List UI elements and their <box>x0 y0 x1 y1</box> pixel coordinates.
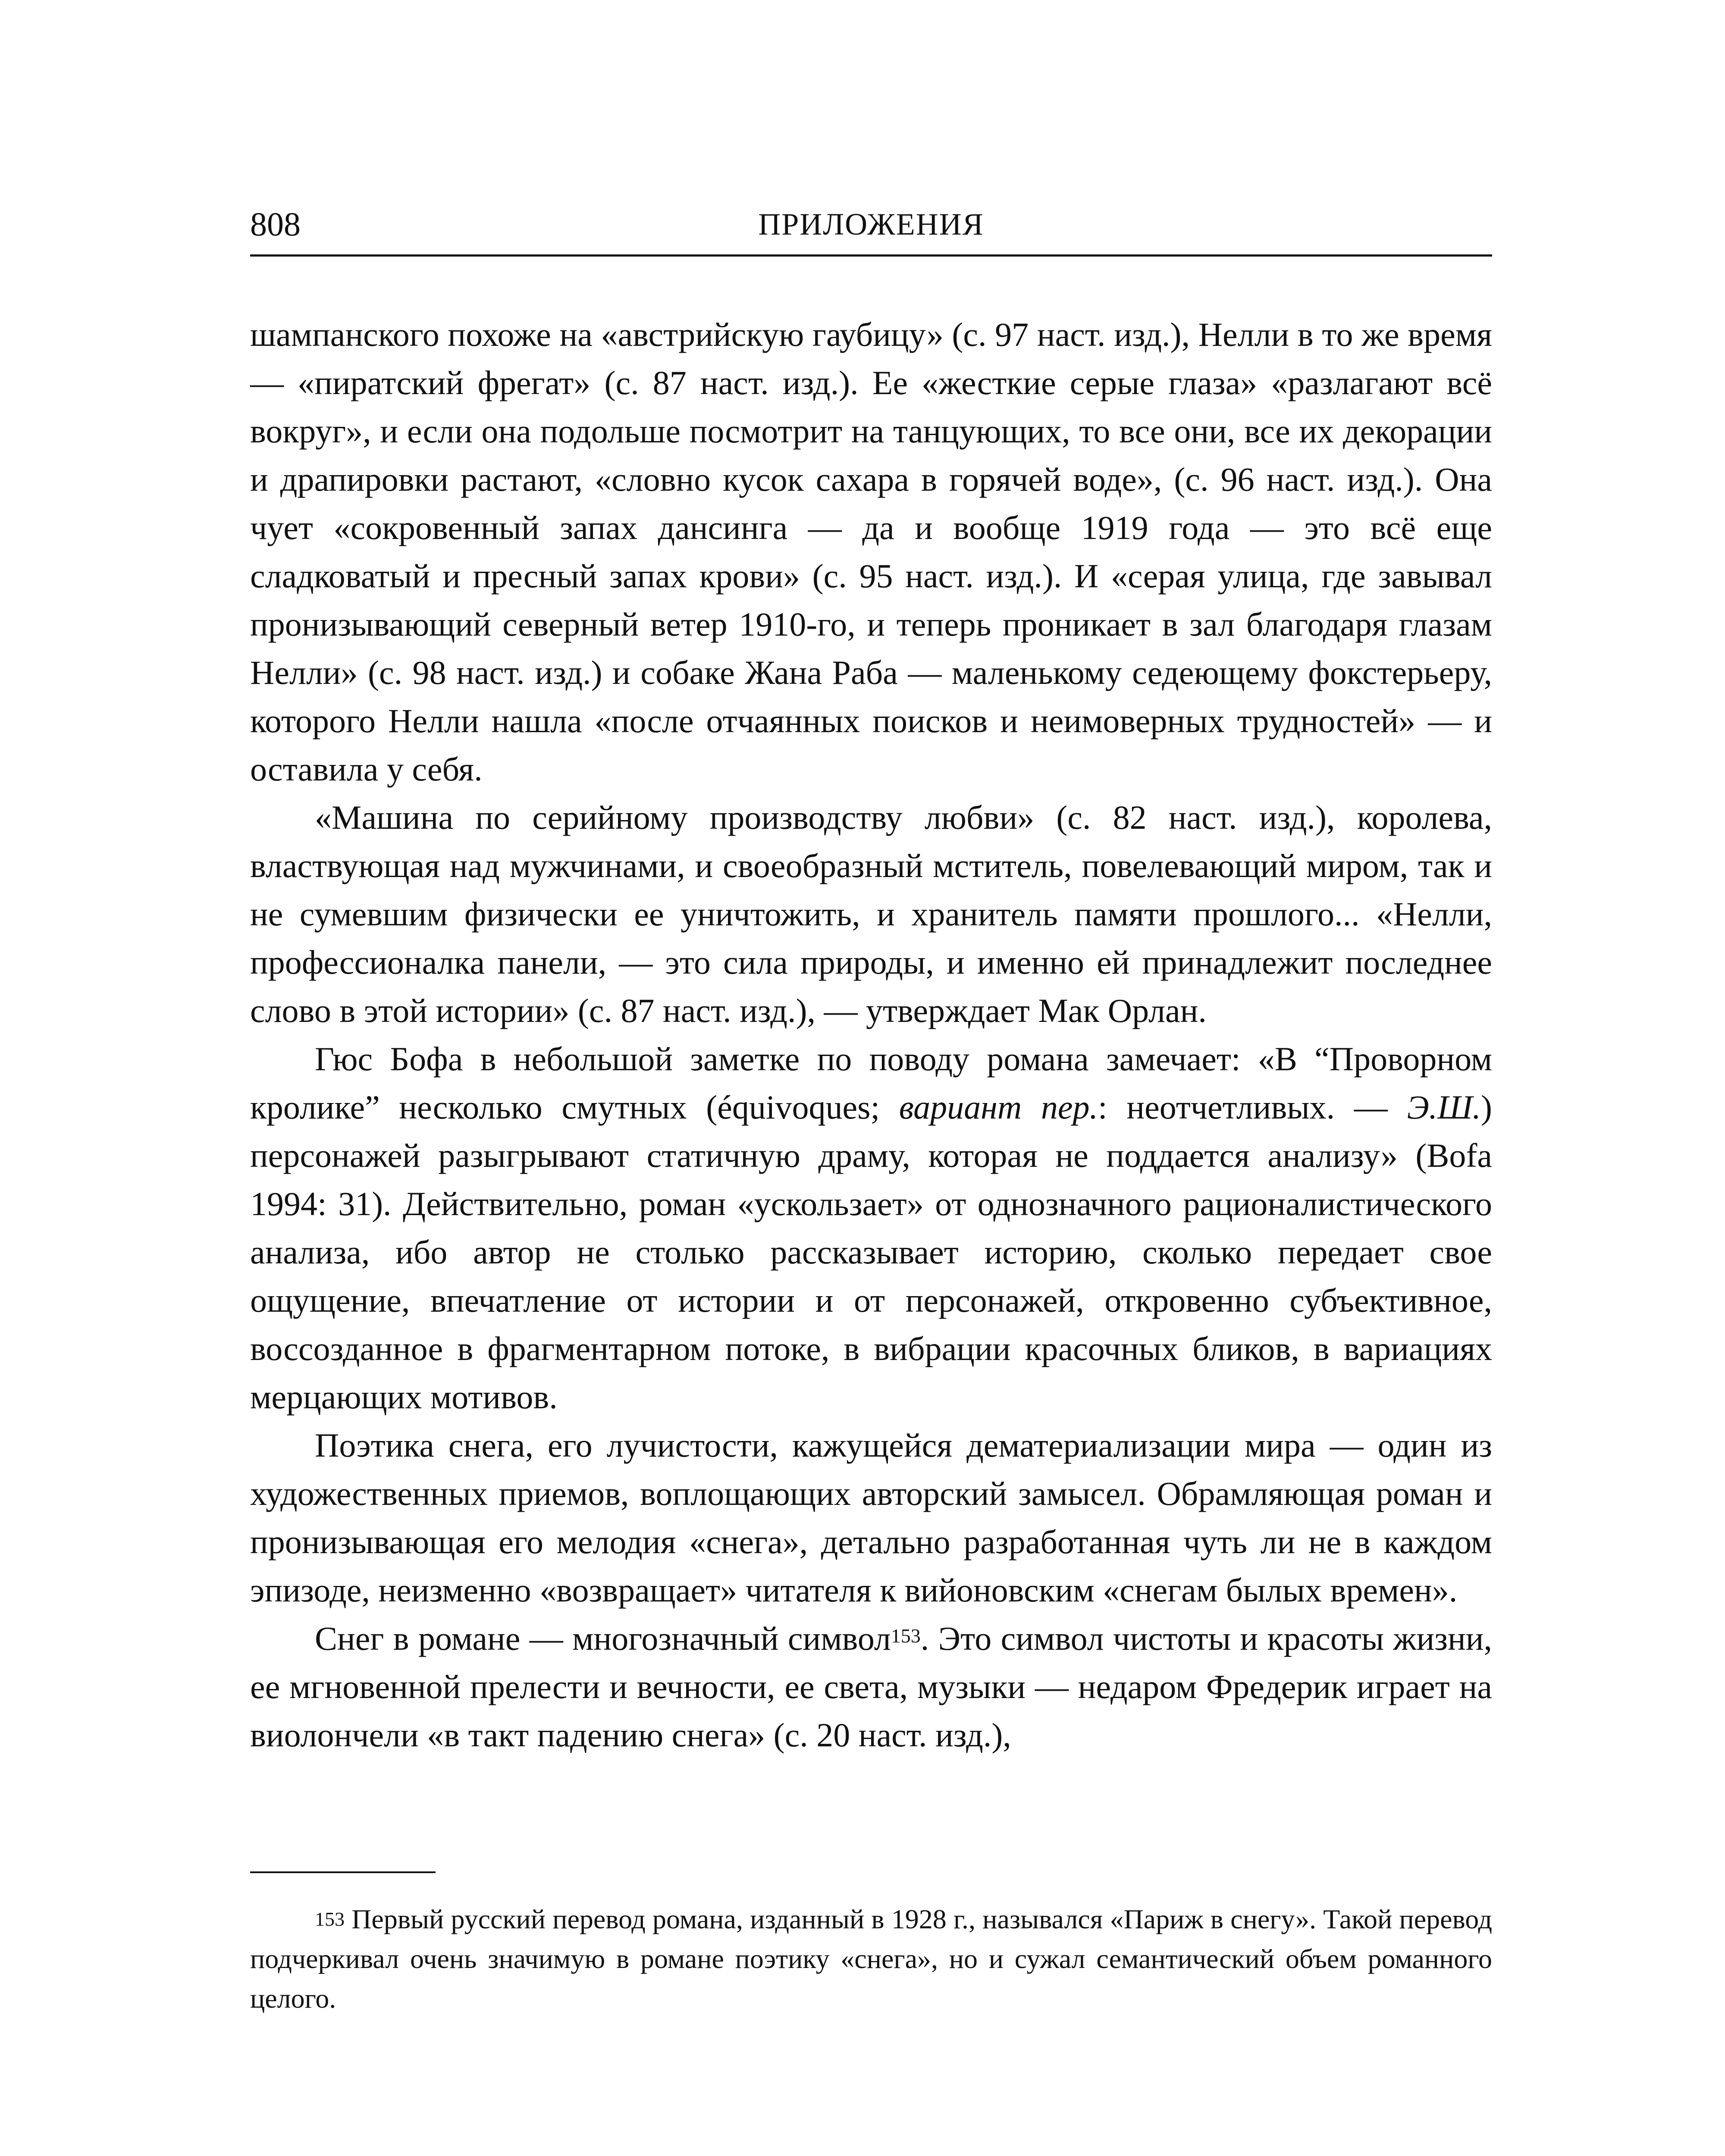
footnote-divider <box>250 1871 436 1873</box>
footnote <box>250 1899 1492 2018</box>
paragraph-3-text-c: ) персонажей разыгрывают статичную драму, которая не поддается анализу» (Bofa 1994: 31). Действительно, роман «ускользает» от однозначного рационалистического анализа, ибо автор не столько рассказывает историю, сколько передает свое ощущение, впечатление от истории и от персонажей, откровенно субъективное, воссозданное в фрагментарном потоке, в вибрации красочных бликов, в вариациях мерцающих мотивов. <box>250 1088 1492 1416</box>
paragraph-4: Поэтика снега, его лучистости, кажущейся дематериализации мира — один из художественных приемов, воплощающих авторский замысел. Обрамляющая роман и пронизывающая его мелодия «снега», детально разработанная чуть ли не в каждом эпизоде, неизменно «возвращает» читателя к вийоновским «снегам былых времен». <box>250 1426 1492 1609</box>
paragraph-3-italic-b: Э.Ш. <box>1407 1088 1481 1126</box>
paragraph-1: шампанского похоже на «австрийскую гаубицу» (с. 97 наст. изд.), Нелли в то же время — «пиратский фрегат» (с. 87 наст. изд.). Ее «жесткие серые глаза» «разлагают всё вокруг», и если она подольше посмотрит на танцующих, то все они, все их декорации и драпировки растают, «словно кусок сахара в горячей воде», (с. 96 наст. изд.). Она чует «сокровенный запах дансинга — да и вообще 1919 года — это всё еще сладковатый и пресный запах крови» (с. 95 наст. изд.). И «серая улица, где завывал пронизывающий северный ветер 1910-го, и теперь проникает в зал благодаря глазам Нелли» (с. 98 наст. изд.) и собаке Жана Раба — маленькому седеющему фокстерьеру, которого Нелли нашла «после отчаянных поисков и неимоверных трудностей» — и оставила у себя. <box>250 316 1492 788</box>
page-number: 808 <box>250 205 301 243</box>
paragraph-5 <box>250 1614 1492 1759</box>
paragraph-5-text-a: Снег в романе — многозначный символ <box>315 1620 891 1657</box>
paragraph-3 <box>250 1035 1492 1421</box>
paragraph-3-text-a: Гюс Бофа в небольшой заметке по поводу романа замечает: «В “Проворном кролике” несколько смутных (équivoques; <box>250 1040 1492 1126</box>
running-head: ПРИЛОЖЕНИЯ <box>758 207 984 241</box>
paragraph-3-text-b: : неотчетливых. — <box>1098 1088 1407 1126</box>
footnote-paragraph <box>250 1899 1492 2018</box>
paragraph-3-italic-a: вариант пер. <box>899 1088 1098 1126</box>
footnote-number: 153 <box>315 1908 345 1930</box>
footnote-text: Первый русский перевод романа, изданный в 1928 г., назывался «Париж в снегу». Такой перевод подчеркивал очень значимую в романе поэтику «снега», но и сужал семантический объем романного целого. <box>250 1904 1493 2014</box>
footnote-reference[interactable]: 153 <box>891 1625 921 1647</box>
paragraph-2: «Машина по серийному производству любви» (с. 82 наст. изд.), королева, властвующая над мужчинами, и своеобразный мститель, повелевающий миром, так и не сумевшим физически ее уничтожить, и хранитель памяти прошлого... «Нелли, профессионалка панели, — это сила природы, и именно ей принадлежит последнее слово в этой истории» (с. 87 наст. изд.), — утверждает Мак Орлан. <box>250 799 1492 1029</box>
page-header <box>250 203 1492 257</box>
paragraph-5-text-b: . Это символ чистоты и красоты жизни, ее мгновенной прелести и вечности, ее света, музыки — недаром Фредерик играет на виолончели «в такт падению снега» (с. 20 наст. изд.), <box>250 1620 1492 1754</box>
body-text <box>250 310 1492 1759</box>
